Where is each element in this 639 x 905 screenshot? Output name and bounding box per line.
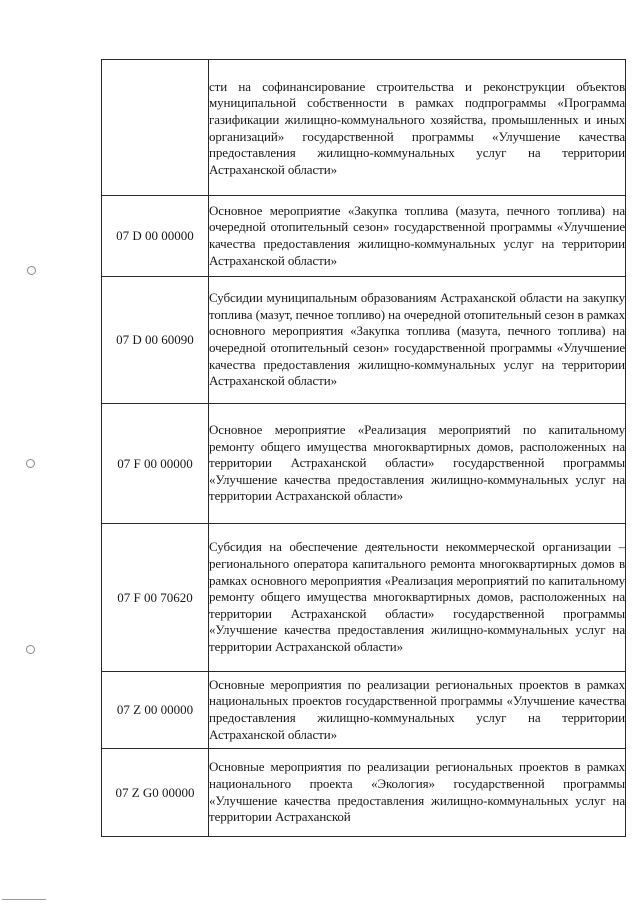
description-cell: Субсидия на обеспечение деятельности некоммерческой организации – регионального оператора капитального ремонта многоквартирных домов в рамках основного мероприятия «Реализация мероприятий по капитальному ремонту общего имущества многоквартирных домов, расположенных на территории Астраханской области» государственной программы «Улучшение качества предоставления жилищно-коммунальных услуг на территории Астраханской области» [209, 524, 626, 672]
description-cell: Основное мероприятие «Реализация мероприятий по капитальному ремонту общего имущества многоквартирных домов, расположенных на территории Астраханской области» государственной программы «Улучшение качества предоставления жилищно-коммунальных услуг на территории Астраханской области» [209, 404, 626, 524]
table-row [102, 404, 626, 524]
binder-hole [26, 645, 35, 654]
description-cell: Основные мероприятия по реализации региональных проектов в рамках национального проекта «Экология» государственной программы «Улучшение качества предоставления жилищно-коммунальных услуг на территории Астраханской [209, 749, 626, 837]
table-row [102, 749, 626, 837]
table-row [102, 60, 626, 196]
code-cell: 07 D 00 60090 [102, 277, 209, 404]
code-cell: 07 Z 00 00000 [102, 672, 209, 749]
code-cell: 07 Z G0 00000 [102, 749, 209, 837]
binder-hole [26, 459, 35, 468]
description-cell: Основные мероприятия по реализации региональных проектов в рамках национальных проектов государственной программы «Улучшение качества предоставления жилищно-коммунальных услуг на территории Астраханской области» [209, 672, 626, 749]
description-cell: Субсидии муниципальным образованиям Астраханской области на закупку топлива (мазут, печное топливо) на очередной отопительный сезон в рамках основного мероприятия «Закупка топлива (мазута, печного топлива) на очередной отопительный сезон» государственной программы «Улучшение качества предоставления жилищно-коммунальных услуг на территории Астраханской области» [209, 277, 626, 404]
table-row [102, 277, 626, 404]
footer-rule [2, 899, 46, 900]
table-row [102, 524, 626, 672]
table-row [102, 672, 626, 749]
code-cell [102, 60, 209, 196]
code-cell: 07 F 00 70620 [102, 524, 209, 672]
code-cell: 07 F 00 00000 [102, 404, 209, 524]
description-cell: Основное мероприятие «Закупка топлива (мазута, печного топлива) на очередной отопительный сезон» государственной программы «Улучшение качества предоставления жилищно-коммунальных услуг на территории Астраханской области» [209, 196, 626, 277]
code-cell: 07 D 00 00000 [102, 196, 209, 277]
description-cell: сти на софинансирование строительства и реконструкции объектов муниципальной собственности в рамках подпрограммы «Программа газификации жилищно-коммунального хозяйства, промышленных и иных организаций» государственной программы «Улучшение качества предоставления жилищно-коммунальных услуг на территории Астраханской области» [209, 60, 626, 196]
table-row [102, 196, 626, 277]
budget-classification-table [101, 59, 626, 837]
binder-hole [27, 266, 36, 275]
